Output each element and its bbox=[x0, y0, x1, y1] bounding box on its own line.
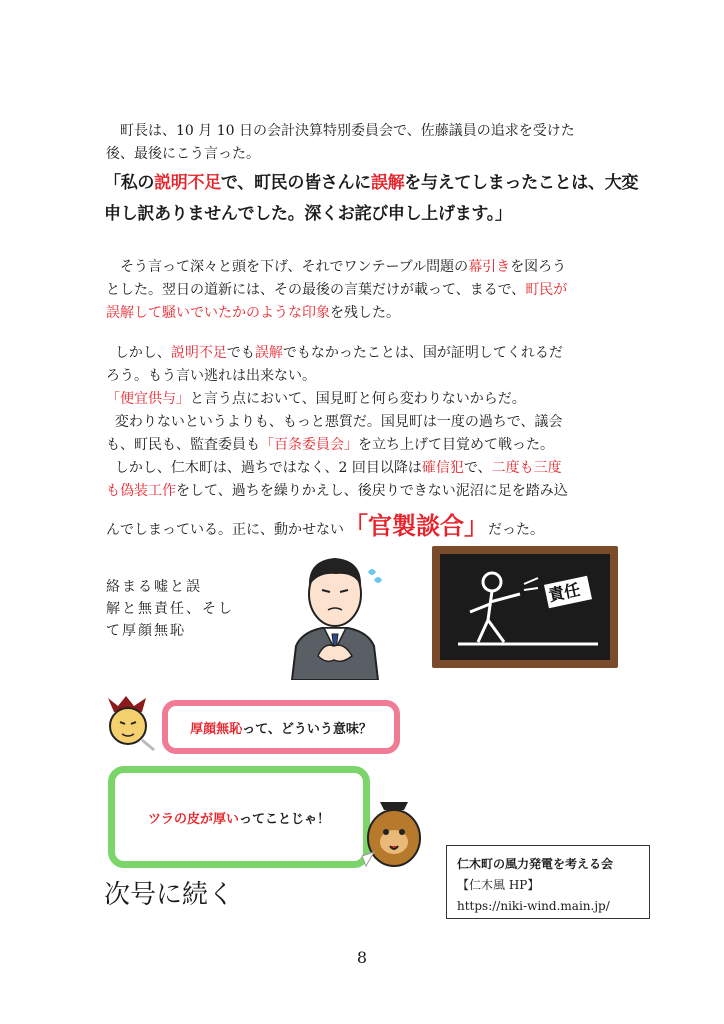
text: しかし、 bbox=[114, 345, 171, 361]
text: でも bbox=[226, 345, 255, 361]
text: 「私の bbox=[104, 173, 155, 193]
character-avatar-2 bbox=[358, 796, 430, 876]
text: で、 bbox=[463, 460, 492, 476]
highlight: 「百条委員会」 bbox=[260, 437, 358, 453]
responsibility-tag: 責任 bbox=[546, 579, 582, 606]
text: を残した。 bbox=[330, 305, 400, 321]
paragraph-2 bbox=[106, 256, 626, 325]
page-number: 8 bbox=[356, 948, 368, 967]
text: を与えてしまったことは、大変 bbox=[404, 173, 639, 193]
highlight: 説明不足 bbox=[154, 173, 221, 193]
next-issue-label: 次号に続く bbox=[104, 880, 235, 910]
text: そう言って深々と頭を下げ、それでワンテーブル問題の bbox=[120, 259, 469, 275]
text: で、町民の皆さんに bbox=[220, 173, 371, 193]
text: しかし、仁木町は、過ちではなく、2 回目以降は bbox=[114, 460, 422, 476]
text: 絡まる嘘と誤 bbox=[106, 579, 202, 595]
info-box bbox=[446, 845, 650, 919]
text: 申し訳ありませんでした。深くお詫び申し上げます。」 bbox=[104, 204, 512, 224]
highlight: 厚顔無恥 bbox=[190, 721, 243, 737]
highlight: も偽装工作 bbox=[106, 483, 176, 499]
text: んでしまっている。正に、動かせない bbox=[106, 522, 344, 538]
text: でもなかったことは、国が証明してくれるだ bbox=[282, 345, 563, 361]
businessman-illustration bbox=[282, 546, 388, 680]
illustration-caption bbox=[106, 576, 246, 642]
highlight: 「便宜供与」 bbox=[106, 391, 190, 407]
speech-bubble-question bbox=[162, 700, 400, 754]
character-avatar-1 bbox=[98, 692, 158, 752]
highlight: ツラの皮が厚い bbox=[147, 811, 239, 827]
chalkboard-illustration bbox=[432, 546, 618, 668]
info-title: 仁木町の風力発電を考える会 bbox=[457, 857, 614, 871]
speech-bubble-answer bbox=[108, 766, 370, 868]
highlight: 説明不足 bbox=[170, 345, 227, 361]
info-subtitle: 【仁木風 HP】 bbox=[457, 878, 540, 892]
text: ろう。もう言い逃れは出来ない。 bbox=[106, 368, 316, 384]
info-url-link[interactable]: https://niki-wind.main.jp/ bbox=[457, 899, 610, 913]
text: ってことじゃ！ bbox=[239, 811, 331, 827]
highlight: 幕引き bbox=[468, 259, 511, 275]
text: 町長は、10 月 10 日の会計決算特別委員会で、佐藤議員の追求を受けた bbox=[120, 123, 575, 139]
text: とした。翌日の道新には、その最後の言葉だけが載って、まるで、 bbox=[106, 282, 526, 298]
highlight-large: 「官製談合」 bbox=[344, 512, 488, 540]
text: と言う点において、国見町と何ら変わりないからだ。 bbox=[190, 391, 526, 407]
highlight: 町民が bbox=[525, 282, 568, 298]
highlight: 誤解 bbox=[370, 173, 405, 193]
chalkboard-surface bbox=[440, 554, 610, 660]
text: だった。 bbox=[488, 522, 544, 538]
text: も、町民も、監査委員も bbox=[106, 437, 260, 453]
paragraph-3 bbox=[106, 342, 626, 542]
text: 変わりないというよりも、もっと悪質だ。国見町は一度の過ちで、議会 bbox=[114, 414, 563, 430]
highlight: 確信犯 bbox=[421, 460, 464, 476]
text: って、どういう意味？ bbox=[242, 721, 372, 737]
highlight: 誤解 bbox=[254, 345, 283, 361]
mayor-quote bbox=[104, 168, 644, 230]
paragraph-1 bbox=[106, 120, 626, 166]
text: を立ち上げて目覚めて戦った。 bbox=[358, 437, 554, 453]
text: 解と無責任、そし bbox=[106, 601, 234, 617]
text: 後、最後にこう言った。 bbox=[106, 146, 260, 162]
text: を図ろう bbox=[510, 259, 567, 275]
stick-figure-icon bbox=[440, 554, 610, 660]
text: をして、過ちを繰りかえし、後戻りできない泥沼に足を踏み込 bbox=[176, 483, 568, 499]
text: て厚顔無恥 bbox=[106, 623, 186, 639]
highlight: 二度も三度 bbox=[491, 460, 562, 476]
highlight: 誤解して騒いでいたかのような印象 bbox=[106, 305, 330, 321]
